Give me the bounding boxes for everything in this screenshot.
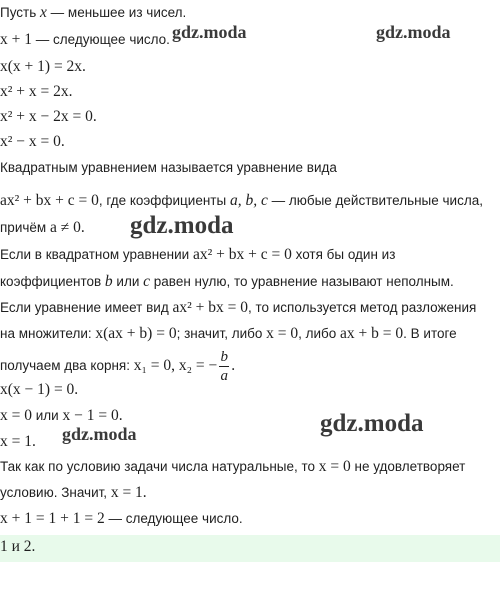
text: равен нулю, то уравнение называют неполным. — [150, 274, 454, 289]
text-line — [0, 350, 235, 383]
text-line — [0, 245, 395, 265]
text: Пусть — [0, 5, 41, 20]
answer-box — [0, 535, 500, 562]
text: , либо — [298, 326, 341, 341]
watermark: gdz.moda — [62, 424, 137, 444]
text-line — [0, 218, 85, 238]
text: Так как по условию задачи числа натуральные, то — [0, 459, 319, 474]
text-line — [0, 298, 476, 318]
text-line — [0, 509, 243, 529]
text-line: Квадратным уравнением называется уравнение вида — [0, 160, 337, 175]
equation: x(x − 1) = 0. — [0, 381, 79, 398]
math: x = 0 — [318, 458, 351, 475]
text-line — [0, 406, 123, 426]
math: x — [40, 4, 47, 21]
text-line — [0, 30, 170, 50]
text-line — [0, 483, 147, 503]
math: ax² + bx = 0 — [172, 299, 248, 316]
math: . — [231, 357, 236, 375]
answer-text: 1 и 2. — [0, 538, 36, 555]
fraction-numerator: b — [220, 349, 229, 365]
text: Если уравнение имеет вид — [0, 300, 173, 315]
watermark: gdz.moda — [320, 410, 424, 437]
equation: x = 1. — [0, 433, 36, 450]
equation: x² + x = 2x. — [0, 83, 73, 100]
watermark: gdz.moda — [172, 22, 247, 42]
math: a ≠ 0. — [49, 219, 85, 236]
equation: x(x + 1) = 2x. — [0, 58, 86, 75]
watermark: gdz.moda — [376, 22, 451, 42]
equation: x² − x = 0. — [0, 133, 65, 150]
math: ax² + bx + c = 0 — [0, 192, 99, 209]
math: x₁ = 0, x₂ = − — [133, 357, 218, 375]
text: или — [112, 274, 144, 289]
math: x + 1 = 1 + 1 = 2 — [0, 510, 105, 527]
text: Если в квадратном уравнении — [0, 247, 193, 262]
text: , то используется метод разложения — [247, 300, 477, 315]
fraction-bar — [219, 366, 229, 367]
text-line — [0, 3, 186, 23]
math: a, b, c — [229, 192, 268, 209]
text: . В итоге — [403, 326, 457, 341]
text: причём — [0, 220, 50, 235]
text: ; значит, либо — [176, 326, 267, 341]
text: или — [32, 408, 63, 423]
text: — следующее число. — [32, 32, 170, 47]
text: , где коэффициенты — [98, 193, 230, 208]
text: — любые действительные числа, — [267, 193, 483, 208]
text-line — [0, 457, 465, 477]
text: условию. Значит, — [0, 485, 111, 500]
math: ax² + bx + c = 0 — [192, 246, 292, 263]
math: x = 0 — [266, 325, 299, 342]
fraction-denominator: a — [220, 368, 229, 384]
text-line — [0, 191, 483, 211]
math: c — [143, 273, 151, 290]
text: не удовлетворяет — [350, 459, 466, 474]
text: получаем два корня: — [0, 358, 134, 374]
text: хотя бы один из — [291, 247, 396, 262]
text: — меньшее из чисел. — [46, 5, 187, 20]
fraction — [219, 350, 229, 383]
math: b — [104, 273, 113, 290]
math: ax + b = 0 — [340, 325, 404, 342]
equation: x² + x − 2x = 0. — [0, 108, 97, 125]
text: коэффициентов — [0, 274, 105, 289]
text: на множители: — [0, 326, 96, 341]
math: x = 0 — [0, 407, 32, 424]
text-line — [0, 272, 454, 292]
math: x = 1. — [110, 484, 147, 501]
math: x + 1 — [0, 31, 32, 48]
watermark: gdz.moda — [130, 212, 234, 239]
text-line — [0, 324, 457, 344]
math: x − 1 = 0. — [62, 407, 123, 424]
text: — следующее число. — [104, 511, 243, 526]
math: x(ax + b) = 0 — [95, 325, 177, 342]
